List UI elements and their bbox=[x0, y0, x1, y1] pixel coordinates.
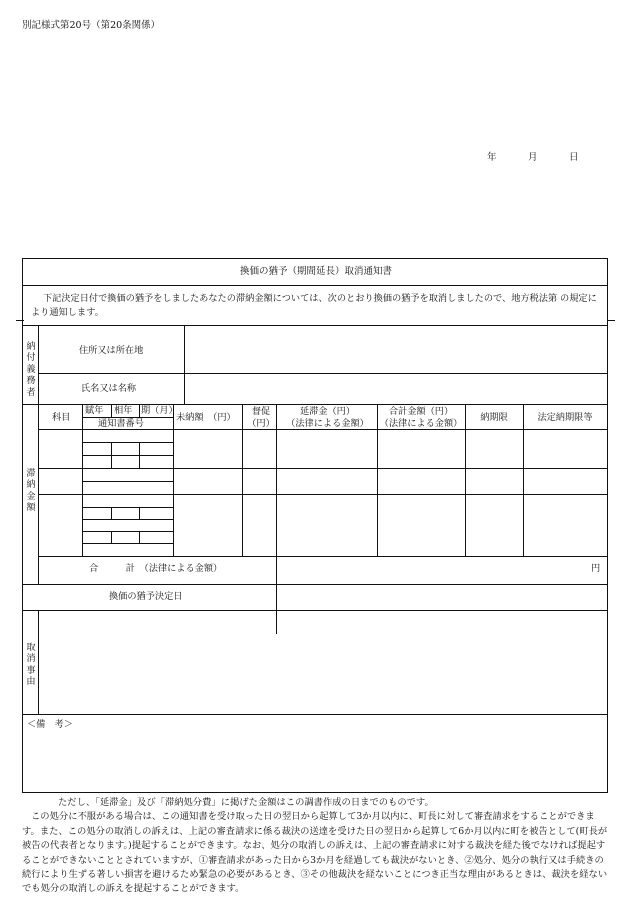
col-total-amount: 合計金額（円） bbox=[388, 406, 454, 417]
total-unit: 円 bbox=[591, 563, 601, 574]
form-identifier: 別記様式第20号（第20条関係） bbox=[22, 20, 161, 31]
rule bbox=[82, 543, 173, 544]
rule bbox=[38, 429, 607, 430]
rule bbox=[139, 404, 140, 417]
address-label: 住所又は所在地 bbox=[79, 345, 144, 356]
rule bbox=[523, 404, 524, 556]
notice-form bbox=[22, 258, 608, 793]
rule bbox=[38, 556, 607, 557]
rule bbox=[23, 610, 607, 611]
footer-note-amounts: ただし、「延滞金」及び「滞納処分費」に掲げた金額はこの調書作成の日までのものです。 bbox=[58, 797, 434, 808]
rule bbox=[139, 507, 140, 519]
rule bbox=[23, 285, 607, 286]
rule bbox=[242, 404, 243, 556]
rule bbox=[82, 442, 173, 443]
rule bbox=[38, 325, 39, 405]
rule bbox=[173, 404, 174, 556]
col-notice-number: 通知書番号 bbox=[98, 418, 144, 429]
total-label: 合 計 （法律による金額） bbox=[89, 563, 223, 574]
footer-note-appeal: この処分に不服がある場合は、この通知書を受け取った日の翌日から起算して3か月以内に、町長に対して審査請求をすることができます。また、この処分の取消しの訴えは、上記の審査請求に係る裁決の送達を受けた日の翌日から起算して6か月以内に町を被告として(町長が被告の代表者となります。)提起することができます。なお、処分の取消しの訴えは、上記の審査請求に対する裁決を経た後でなければ提起することができないこととされていますが、①審査請求があった日から3か月を経過しても裁決がないとき、②処分、処分の執行又は手続きの続行により生ずる著しい損害を避けるため緊急の必要があるとき、③その他裁決を経ないことにつき正当な理由があるときは、裁決を経ないでも処分の取消しの訴えを提起することができます。 bbox=[22, 811, 608, 895]
col-due-date: 納期限 bbox=[480, 412, 508, 423]
rule bbox=[82, 404, 83, 556]
rule bbox=[38, 373, 607, 374]
name-label: 氏名又は名称 bbox=[81, 383, 137, 394]
col-delinquency-charge: 延滞金（円） bbox=[299, 406, 356, 417]
col-statutory-due-date: 法定納期限等 bbox=[537, 412, 593, 423]
rule bbox=[184, 325, 185, 405]
cancel-reason-label: 取消事由 bbox=[26, 642, 36, 688]
col-unpaid-amount: 未納額 （円） bbox=[176, 412, 236, 423]
date-day-label: 日 bbox=[569, 152, 579, 163]
rule bbox=[82, 507, 173, 508]
rule bbox=[111, 404, 112, 417]
rule bbox=[82, 481, 173, 482]
grace-decision-date-label: 換価の猶予決定日 bbox=[109, 591, 183, 602]
form-title: 換価の猶予（期間延長）取消通知書 bbox=[239, 266, 392, 277]
intro-text: 下記決定日付で換価の猶予をしましたあなたの滞納金額については、次のとおり換価の猶予を取消しましたので、地方税法第 の規定により通知します。 bbox=[31, 293, 597, 318]
rule bbox=[82, 531, 173, 532]
rule bbox=[38, 610, 39, 714]
rule bbox=[38, 468, 607, 469]
rule bbox=[23, 584, 607, 585]
col-total-amount-note: （法律による金額） bbox=[379, 418, 463, 429]
col-subject: 科目 bbox=[52, 412, 71, 423]
col-relevant-year: 相年 bbox=[114, 405, 133, 416]
margin-tick-right bbox=[607, 320, 615, 321]
col-delinquency-charge-note: （法律による金額） bbox=[286, 418, 369, 429]
col-period: 期（月） bbox=[141, 405, 178, 416]
rule bbox=[377, 404, 378, 556]
rule bbox=[465, 404, 466, 556]
rule bbox=[111, 507, 112, 519]
rule bbox=[38, 494, 607, 495]
rule bbox=[139, 531, 140, 543]
footer-notes bbox=[22, 796, 612, 897]
col-demand-fee-unit: （円） bbox=[247, 418, 275, 429]
rule bbox=[111, 531, 112, 543]
rule bbox=[23, 714, 607, 715]
date-year-label: 年 bbox=[487, 152, 497, 163]
col-demand-fee: 督促 bbox=[251, 406, 271, 417]
rule bbox=[23, 325, 607, 326]
rule bbox=[82, 519, 173, 520]
rule bbox=[276, 404, 277, 634]
rule bbox=[82, 455, 173, 456]
payer-section-label: 納付義務者 bbox=[26, 341, 36, 398]
remarks-label: ＜備 考＞ bbox=[27, 719, 73, 730]
date-month-label: 月 bbox=[528, 152, 538, 163]
col-fiscal-year: 賦年 bbox=[85, 405, 104, 416]
rule bbox=[82, 417, 173, 418]
arrears-section-label: 滞納金額 bbox=[26, 468, 36, 514]
